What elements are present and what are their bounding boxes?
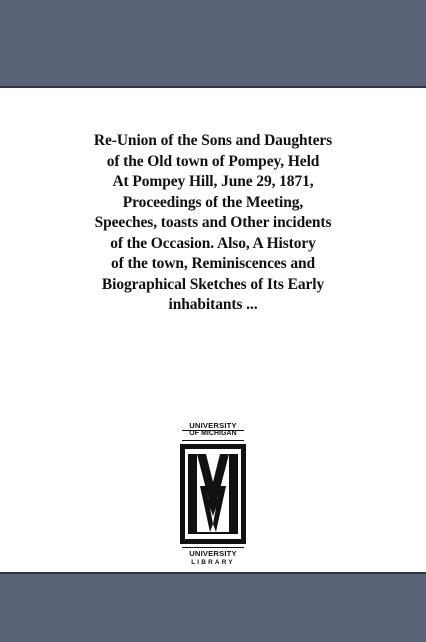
top-color-band xyxy=(0,0,426,88)
book-title xyxy=(50,131,376,316)
title-line: inhabitants ... xyxy=(168,296,258,313)
title-line: of the town, Reminiscences and xyxy=(110,255,316,272)
title-line: Biographical Sketches of Its Early xyxy=(101,275,325,293)
bottom-color-band xyxy=(0,572,426,642)
logo-text-university-bottom: UNIVERSITY xyxy=(189,549,237,558)
title-line: At Pompey Hill, June 29, 1871, xyxy=(112,173,314,190)
title-line: Speeches, toasts and Other incidents xyxy=(94,214,332,231)
title-line: Re-Union of the Sons and Daughters xyxy=(93,132,333,149)
university-of-michigan-library-logo xyxy=(178,422,248,566)
title-line: Proceedings of the Meeting, xyxy=(122,193,304,211)
logo-divider xyxy=(182,440,244,441)
logo-text-university: UNIVERSITY xyxy=(189,421,237,430)
title-line: of the Old town of Pompey, Held xyxy=(106,152,320,170)
title-line: of the Occasion. Also, A History xyxy=(110,234,316,252)
logo-divider xyxy=(182,547,244,548)
logo-text-library: LIBRARY xyxy=(191,559,235,566)
logo-text-of-michigan: OF MICHIGAN xyxy=(189,430,237,437)
university-seal-m-icon xyxy=(180,444,246,544)
